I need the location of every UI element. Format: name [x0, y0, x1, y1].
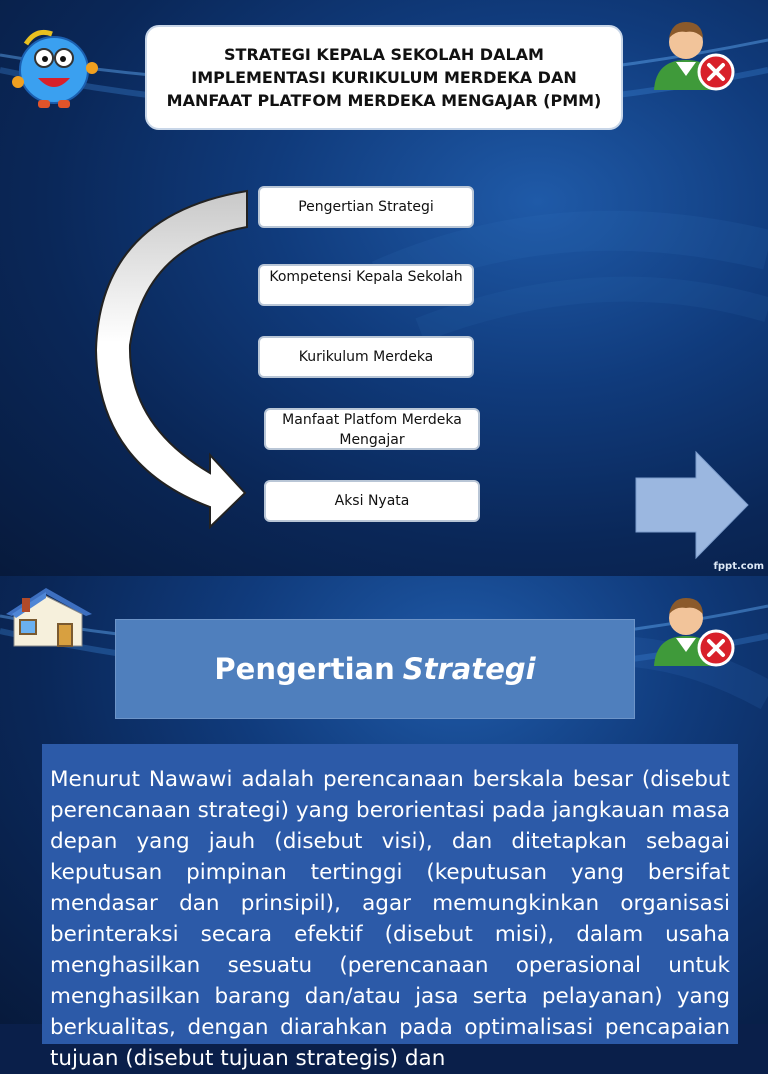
home-icon[interactable]: [2, 584, 96, 650]
menu-item-kurikulum-merdeka[interactable]: [258, 336, 474, 378]
curved-arrow: [90, 185, 255, 530]
heading-text: Pengertian: [214, 652, 395, 686]
definition-text-box: [42, 744, 738, 1071]
section-heading: [214, 652, 535, 686]
definition-text: Menurut Nawawi adalah perencanaan berskala besar (disebut perencanaan strategi) yang berorientasi pada jangkauan masa depan yang jauh (disebut visi), dan ditetapkan sebagai keputusan pimpinan tertinggi (keputusan yang bersifat mendasar dan prinsipil), agar memungkinkan organisasi berinteraksi secara efektif (disebut misi), dalam usaha menghasilkan sesuatu (perencanaan operasional untuk menghasilkan barang dan/atau jasa serta pelayanan) yang berkualitas, dengan diarahkan pada optimalisasi pencapaian tujuan (disebut tujuan strategis) dan: [50, 767, 730, 1071]
menu-item-label: Manfaat Platfom Merdeka Mengajar: [282, 412, 462, 448]
slide-title: STRATEGI KEPALA SEKOLAH DALAM IMPLEMENTASI KURIKULUM MERDEKA DAN MANFAAT PLATFOM MERDEKA MENGAJAR (PMM): [166, 45, 602, 110]
menu-item-kompetensi-kepala-sekolah[interactable]: [258, 264, 474, 306]
slide-2: [0, 576, 768, 1071]
slide-title-box: [145, 25, 623, 130]
arrow-right-icon[interactable]: [634, 450, 752, 560]
heading-italic-text: Strategi: [402, 652, 536, 686]
menu-item-pengertian-strategi[interactable]: [258, 186, 474, 228]
section-heading-box: [115, 619, 635, 719]
menu-item-aksi-nyata[interactable]: [264, 480, 480, 522]
user-remove-icon[interactable]: [648, 590, 738, 670]
menu-item-label: Pengertian Strategi: [298, 199, 434, 215]
menu-item-label: Kurikulum Merdeka: [298, 349, 434, 365]
menu-item-label: Kompetensi Kepala Sekolah: [269, 269, 463, 285]
menu-item-label: Aksi Nyata: [334, 493, 410, 509]
menu-item-manfaat-platfom[interactable]: [264, 408, 480, 450]
user-remove-icon[interactable]: [648, 14, 738, 94]
cartoon-character-icon: [8, 20, 100, 112]
credit-text: fppt.com: [713, 561, 764, 572]
